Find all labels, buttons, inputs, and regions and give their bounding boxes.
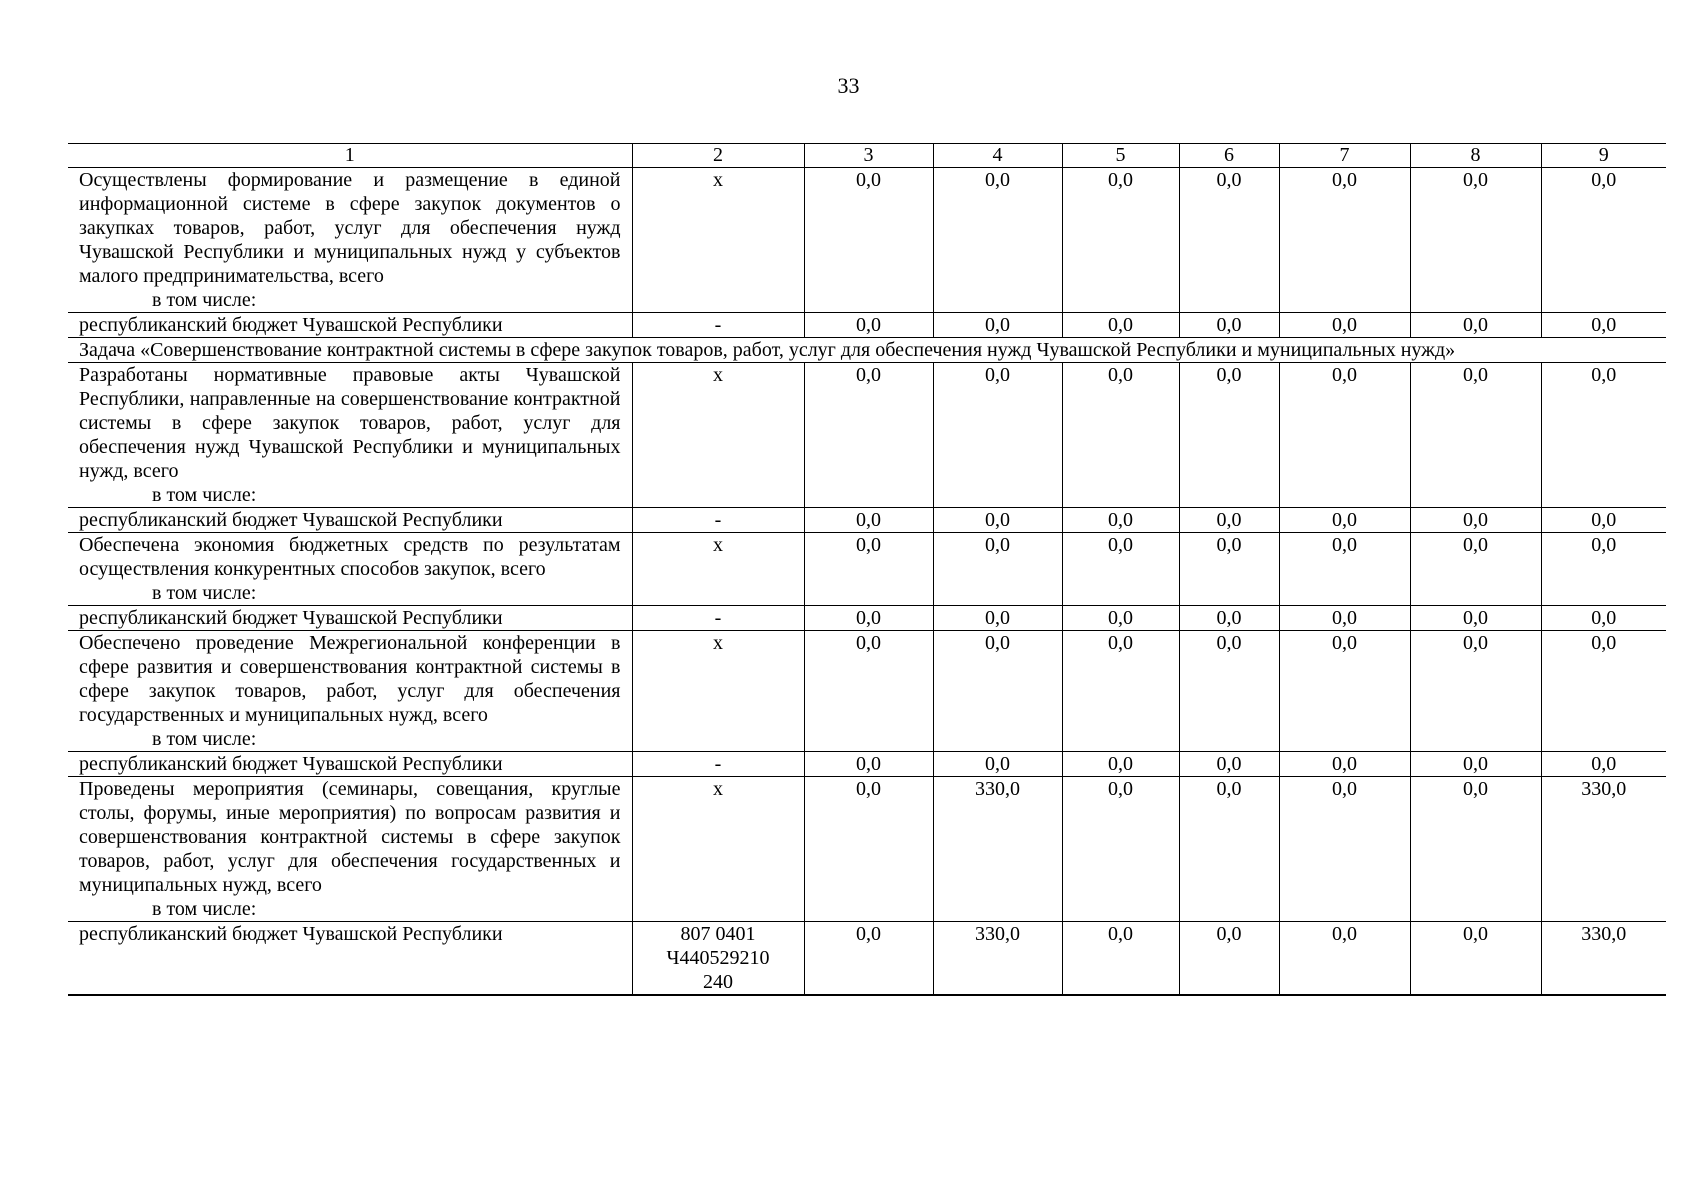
value-cell-col-8: 0,0 <box>1410 168 1541 313</box>
including-label: в том числе: <box>152 484 257 506</box>
result-description <box>68 363 632 508</box>
result-row <box>68 777 1666 922</box>
description-text: республиканский бюджет Чувашской Республики <box>79 607 503 629</box>
value-cell-col-4: 0,0 <box>933 533 1062 606</box>
value-cell-col-7: 0,0 <box>1279 168 1410 313</box>
value-cell-col-9: 0,0 <box>1541 363 1666 508</box>
value-cell-col-9: 330,0 <box>1541 777 1666 922</box>
task-row <box>68 338 1666 363</box>
value-cell-col-4: 0,0 <box>933 168 1062 313</box>
budget-source <box>68 922 632 996</box>
value-cell-col-3: 0,0 <box>804 922 933 996</box>
column-number-7: 7 <box>1279 144 1410 168</box>
budget-row <box>68 313 1666 338</box>
result-description <box>68 533 632 606</box>
budget-code: - <box>632 606 804 631</box>
value-cell-col-6: 0,0 <box>1179 168 1279 313</box>
column-number-4: 4 <box>933 144 1062 168</box>
value-cell-col-6: 0,0 <box>1179 777 1279 922</box>
value-cell-col-5: 0,0 <box>1062 168 1179 313</box>
value-cell-col-6: 0,0 <box>1179 533 1279 606</box>
value-cell-col-4: 0,0 <box>933 363 1062 508</box>
value-cell-col-4: 0,0 <box>933 508 1062 533</box>
value-cell-col-5: 0,0 <box>1062 508 1179 533</box>
value-cell-col-6: 0,0 <box>1179 631 1279 752</box>
value-cell-col-6: 0,0 <box>1179 752 1279 777</box>
description-text: республиканский бюджет Чувашской Республики <box>79 509 503 531</box>
value-cell-col-3: 0,0 <box>804 533 933 606</box>
result-description <box>68 631 632 752</box>
column-number-5: 5 <box>1062 144 1179 168</box>
value-cell-col-5: 0,0 <box>1062 777 1179 922</box>
description-text: республиканский бюджет Чувашской Республики <box>79 314 503 336</box>
value-cell-col-7: 0,0 <box>1279 631 1410 752</box>
page-number: 33 <box>837 73 860 98</box>
value-cell-col-3: 0,0 <box>804 508 933 533</box>
value-cell-col-7: 0,0 <box>1279 606 1410 631</box>
value-cell-col-6: 0,0 <box>1179 363 1279 508</box>
budget-code <box>632 922 804 996</box>
value-cell-col-7: 0,0 <box>1279 363 1410 508</box>
description-text: республиканский бюджет Чувашской Республики <box>79 923 503 945</box>
value-cell-col-3: 0,0 <box>804 631 933 752</box>
value-cell-col-5: 0,0 <box>1062 752 1179 777</box>
value-cell-col-8: 0,0 <box>1410 922 1541 996</box>
column-number-3: 3 <box>804 144 933 168</box>
value-cell-col-7: 0,0 <box>1279 533 1410 606</box>
description-text: Разработаны нормативные правовые акты Чувашской Республики, направленные на совершенствование контрактной системы в сфере закупок товаров, работ, услуг для обеспечения нужд Чувашской Республики и муниципальных нужд, всего <box>79 364 621 482</box>
including-label: в том числе: <box>152 582 257 604</box>
budget-row <box>68 508 1666 533</box>
value-cell-col-5: 0,0 <box>1062 922 1179 996</box>
value-cell-col-5: 0,0 <box>1062 363 1179 508</box>
task-title: Задача «Совершенствование контрактной системы в сфере закупок товаров, работ, услуг для обеспечения нужд Чувашской Республики и муниципальных нужд» <box>68 338 1666 363</box>
value-cell-col-6: 0,0 <box>1179 922 1279 996</box>
budget-source <box>68 606 632 631</box>
result-description <box>68 777 632 922</box>
column-number-8: 8 <box>1410 144 1541 168</box>
value-cell-col-8: 0,0 <box>1410 752 1541 777</box>
value-cell-col-5: 0,0 <box>1062 606 1179 631</box>
value-cell-col-7: 0,0 <box>1279 777 1410 922</box>
column-number-9: 9 <box>1541 144 1666 168</box>
value-cell-col-9: 0,0 <box>1541 508 1666 533</box>
value-cell-col-9: 0,0 <box>1541 168 1666 313</box>
value-cell-col-4: 0,0 <box>933 752 1062 777</box>
value-cell-col-5: 0,0 <box>1062 631 1179 752</box>
value-cell-col-9: 0,0 <box>1541 606 1666 631</box>
value-cell-col-4: 330,0 <box>933 777 1062 922</box>
value-cell-col-4: 0,0 <box>933 631 1062 752</box>
including-label: в том числе: <box>152 728 257 750</box>
value-cell-col-3: 0,0 <box>804 363 933 508</box>
value-cell-col-8: 0,0 <box>1410 508 1541 533</box>
description-text: Обеспечено проведение Межрегиональной конференции в сфере развития и совершенствования контрактной системы в сфере закупок товаров, работ, услуг для обеспечения государственных и муниципальных нужд, всего <box>79 632 621 726</box>
value-cell-col-5: 0,0 <box>1062 313 1179 338</box>
result-row <box>68 631 1666 752</box>
budget-code-line: Ч440529210 <box>666 947 770 969</box>
value-cell-col-4: 0,0 <box>933 313 1062 338</box>
description-text: Обеспечена экономия бюджетных средств по результатам осуществления конкурентных способов закупок, всего <box>79 534 621 580</box>
budget-row <box>68 922 1666 996</box>
value-cell-col-6: 0,0 <box>1179 606 1279 631</box>
result-row <box>68 363 1666 508</box>
budget-code-line: 807 0401 <box>680 923 756 945</box>
value-cell-col-7: 0,0 <box>1279 922 1410 996</box>
value-cell-col-8: 0,0 <box>1410 313 1541 338</box>
including-label: в том числе: <box>152 898 257 920</box>
result-description <box>68 168 632 313</box>
value-cell-col-9: 0,0 <box>1541 631 1666 752</box>
table-header-row <box>68 144 1666 168</box>
value-cell-col-9: 0,0 <box>1541 752 1666 777</box>
result-row <box>68 168 1666 313</box>
budget-row <box>68 752 1666 777</box>
value-cell-col-3: 0,0 <box>804 777 933 922</box>
value-cell-col-8: 0,0 <box>1410 631 1541 752</box>
value-cell-col-9: 0,0 <box>1541 313 1666 338</box>
value-cell-col-3: 0,0 <box>804 313 933 338</box>
column-number-2: 2 <box>632 144 804 168</box>
budget-code: x <box>632 168 804 313</box>
value-cell-col-3: 0,0 <box>804 752 933 777</box>
value-cell-col-7: 0,0 <box>1279 752 1410 777</box>
value-cell-col-7: 0,0 <box>1279 313 1410 338</box>
table-body <box>68 144 1666 996</box>
budget-code: - <box>632 752 804 777</box>
budget-code: - <box>632 508 804 533</box>
value-cell-col-6: 0,0 <box>1179 313 1279 338</box>
result-row <box>68 533 1666 606</box>
budget-table <box>68 143 1666 996</box>
column-number-1: 1 <box>68 144 632 168</box>
value-cell-col-5: 0,0 <box>1062 533 1179 606</box>
value-cell-col-8: 0,0 <box>1410 363 1541 508</box>
value-cell-col-3: 0,0 <box>804 168 933 313</box>
budget-code-line: 240 <box>703 971 733 993</box>
value-cell-col-9: 330,0 <box>1541 922 1666 996</box>
budget-row <box>68 606 1666 631</box>
value-cell-col-6: 0,0 <box>1179 508 1279 533</box>
value-cell-col-4: 0,0 <box>933 606 1062 631</box>
column-number-6: 6 <box>1179 144 1279 168</box>
budget-source <box>68 313 632 338</box>
description-text: Осуществлены формирование и размещение в единой информационной системе в сфере закупок документов о закупках товаров, работ, услуг для обеспечения нужд Чувашской Республики и муниципальных нужд у субъектов малого предпринимательства, всего <box>79 169 621 287</box>
budget-code: x <box>632 363 804 508</box>
budget-code: x <box>632 631 804 752</box>
value-cell-col-8: 0,0 <box>1410 606 1541 631</box>
description-text: республиканский бюджет Чувашской Республики <box>79 753 503 775</box>
budget-source <box>68 508 632 533</box>
including-label: в том числе: <box>152 289 257 311</box>
value-cell-col-9: 0,0 <box>1541 533 1666 606</box>
value-cell-col-3: 0,0 <box>804 606 933 631</box>
budget-source <box>68 752 632 777</box>
value-cell-col-8: 0,0 <box>1410 777 1541 922</box>
description-text: Проведены мероприятия (семинары, совещания, круглые столы, форумы, иные мероприятия) по вопросам развития и совершенствования контрактной системы в сфере закупок товаров, работ, услуг для обеспечения государственных и муниципальных нужд, всего <box>79 778 621 896</box>
value-cell-col-4: 330,0 <box>933 922 1062 996</box>
budget-code: - <box>632 313 804 338</box>
value-cell-col-8: 0,0 <box>1410 533 1541 606</box>
value-cell-col-7: 0,0 <box>1279 508 1410 533</box>
budget-code: x <box>632 533 804 606</box>
budget-code: x <box>632 777 804 922</box>
